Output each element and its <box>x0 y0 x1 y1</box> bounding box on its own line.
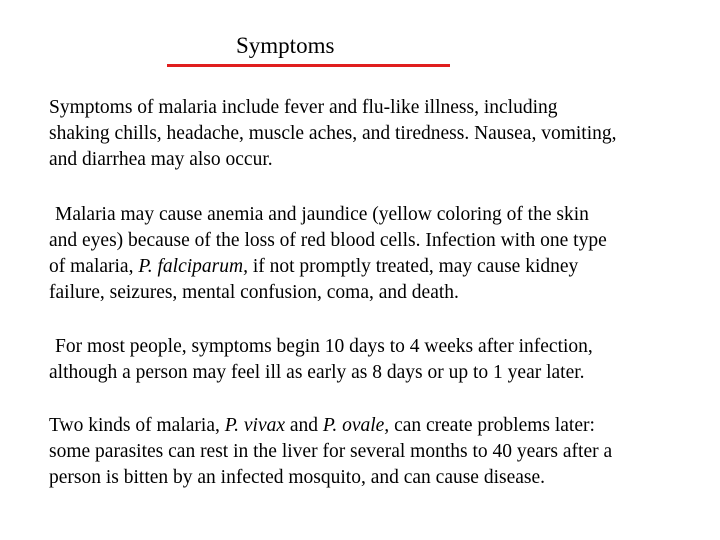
paragraph-line: person is bitten by an infected mosquito, and can cause disease. <box>49 467 546 488</box>
paragraph-onset <box>49 334 699 386</box>
paragraph-line: and diarrhea may also occur. <box>49 149 273 170</box>
text-segment: can create problems later: <box>389 415 595 436</box>
paragraph-line: shaking chills, headache, muscle aches, and tiredness. Nausea, vomiting, <box>49 123 617 144</box>
paragraph-relapse <box>49 413 699 491</box>
text-segment: Two kinds of malaria, <box>49 415 225 436</box>
paragraph-line: some parasites can rest in the liver for several months to 40 years after a <box>49 441 613 462</box>
text-segment: if not promptly treated, may cause kidney <box>247 256 579 277</box>
species-name-falciparum: P. falciparum, <box>138 256 248 277</box>
species-name-ovale: P. ovale, <box>322 415 390 436</box>
slide-title: Symptoms <box>236 33 335 58</box>
paragraph-line <box>49 254 699 280</box>
species-name-vivax: P. vivax <box>224 415 286 436</box>
paragraph-line: failure, seizures, mental confusion, coma, and death. <box>49 282 459 303</box>
paragraph-line: although a person may feel ill as early as 8 days or up to 1 year later. <box>49 362 585 383</box>
paragraph-symptoms <box>49 95 699 173</box>
text-segment: and <box>285 415 323 436</box>
paragraph-line: and eyes) because of the loss of red blood cells. Infection with one type <box>49 230 607 251</box>
paragraph-line: Malaria may cause anemia and jaundice (yellow coloring of the skin <box>55 204 589 225</box>
paragraph-line <box>49 413 699 439</box>
title-underline <box>167 64 450 67</box>
paragraph-line: For most people, symptoms begin 10 days to 4 weeks after infection, <box>55 336 593 357</box>
paragraph-line: Symptoms of malaria include fever and flu-like illness, including <box>49 97 558 118</box>
text-segment: of malaria, <box>49 256 139 277</box>
paragraph-complications <box>49 202 699 306</box>
